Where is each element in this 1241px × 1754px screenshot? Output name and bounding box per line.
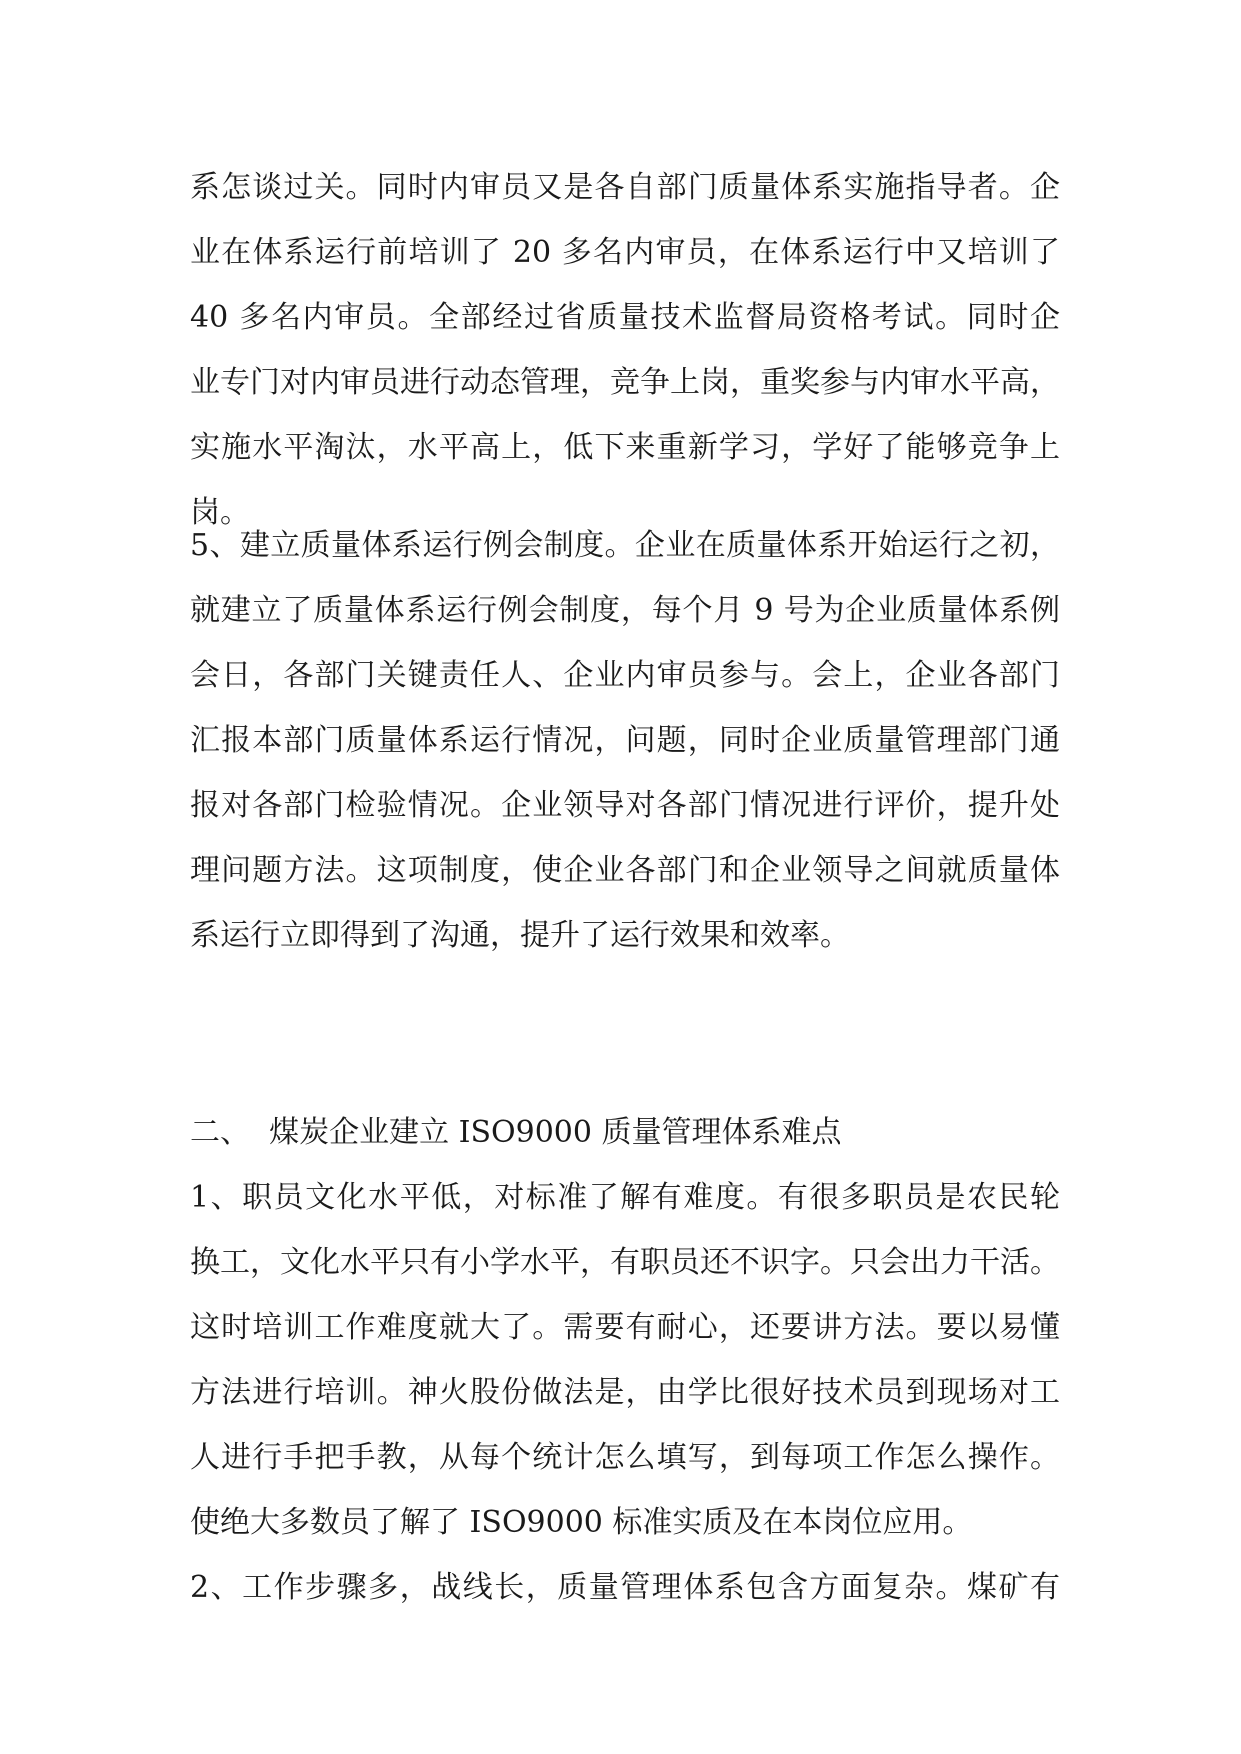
text-line: 2、工作步骤多，战线长，质量管理体系包含方面复杂。煤矿有 [190, 1570, 1060, 1605]
text-line: 40 多名内审员。全部经过省质量技术监督局资格考试。同时企 [190, 300, 1060, 335]
section-heading [190, 1100, 1060, 1165]
paragraph-continuation [190, 155, 1060, 545]
text-line: 系怎谈过关。同时内审员又是各自部门质量体系实施指导者。企 [190, 170, 1060, 205]
text-line: 汇报本部门质量体系运行情况，问题，同时企业质量管理部门通 [190, 723, 1060, 758]
text-line: 业在体系运行前培训了 20 多名内审员，在体系运行中又培训了 [190, 235, 1060, 270]
text-line: 1、职员文化水平低，对标准了解有难度。有很多职员是农民轮 [190, 1180, 1060, 1215]
text-line: 业专门对内审员进行动态管理，竞争上岗，重奖参与内审水平高， [190, 365, 1060, 400]
text-line: 系运行立即得到了沟通，提升了运行效果和效率。 [190, 918, 850, 953]
text-line: 会日，各部门关键责任人、企业内审员参与。会上，企业各部门 [190, 658, 1060, 693]
section-heading-text: 二、 煤炭企业建立 ISO9000 质量管理体系难点 [190, 1115, 842, 1150]
text-line: 实施水平淘汰，水平高上，低下来重新学习，学好了能够竞争上 [190, 430, 1060, 465]
paragraph-5 [190, 513, 1060, 968]
section-body [190, 1165, 1060, 1620]
text-line: 方法进行培训。神火股份做法是，由学比很好技术员到现场对工 [190, 1375, 1060, 1410]
text-line: 就建立了质量体系运行例会制度，每个月 9 号为企业质量体系例 [190, 593, 1060, 628]
text-line: 5、建立质量体系运行例会制度。企业在质量体系开始运行之初， [190, 528, 1060, 563]
text-line: 人进行手把手教，从每个统计怎么填写，到每项工作怎么操作。 [190, 1440, 1060, 1475]
text-line: 报对各部门检验情况。企业领导对各部门情况进行评价，提升处 [190, 788, 1060, 823]
text-line: 换工，文化水平只有小学水平，有职员还不识字。只会出力干活。 [190, 1245, 1060, 1280]
text-line: 这时培训工作难度就大了。需要有耐心，还要讲方法。要以易懂 [190, 1310, 1060, 1345]
text-line: 岗。 [190, 495, 250, 530]
text-line: 使绝大多数员了解了 ISO9000 标准实质及在本岗位应用。 [190, 1505, 973, 1540]
text-line: 理问题方法。这项制度，使企业各部门和企业领导之间就质量体 [190, 853, 1060, 888]
